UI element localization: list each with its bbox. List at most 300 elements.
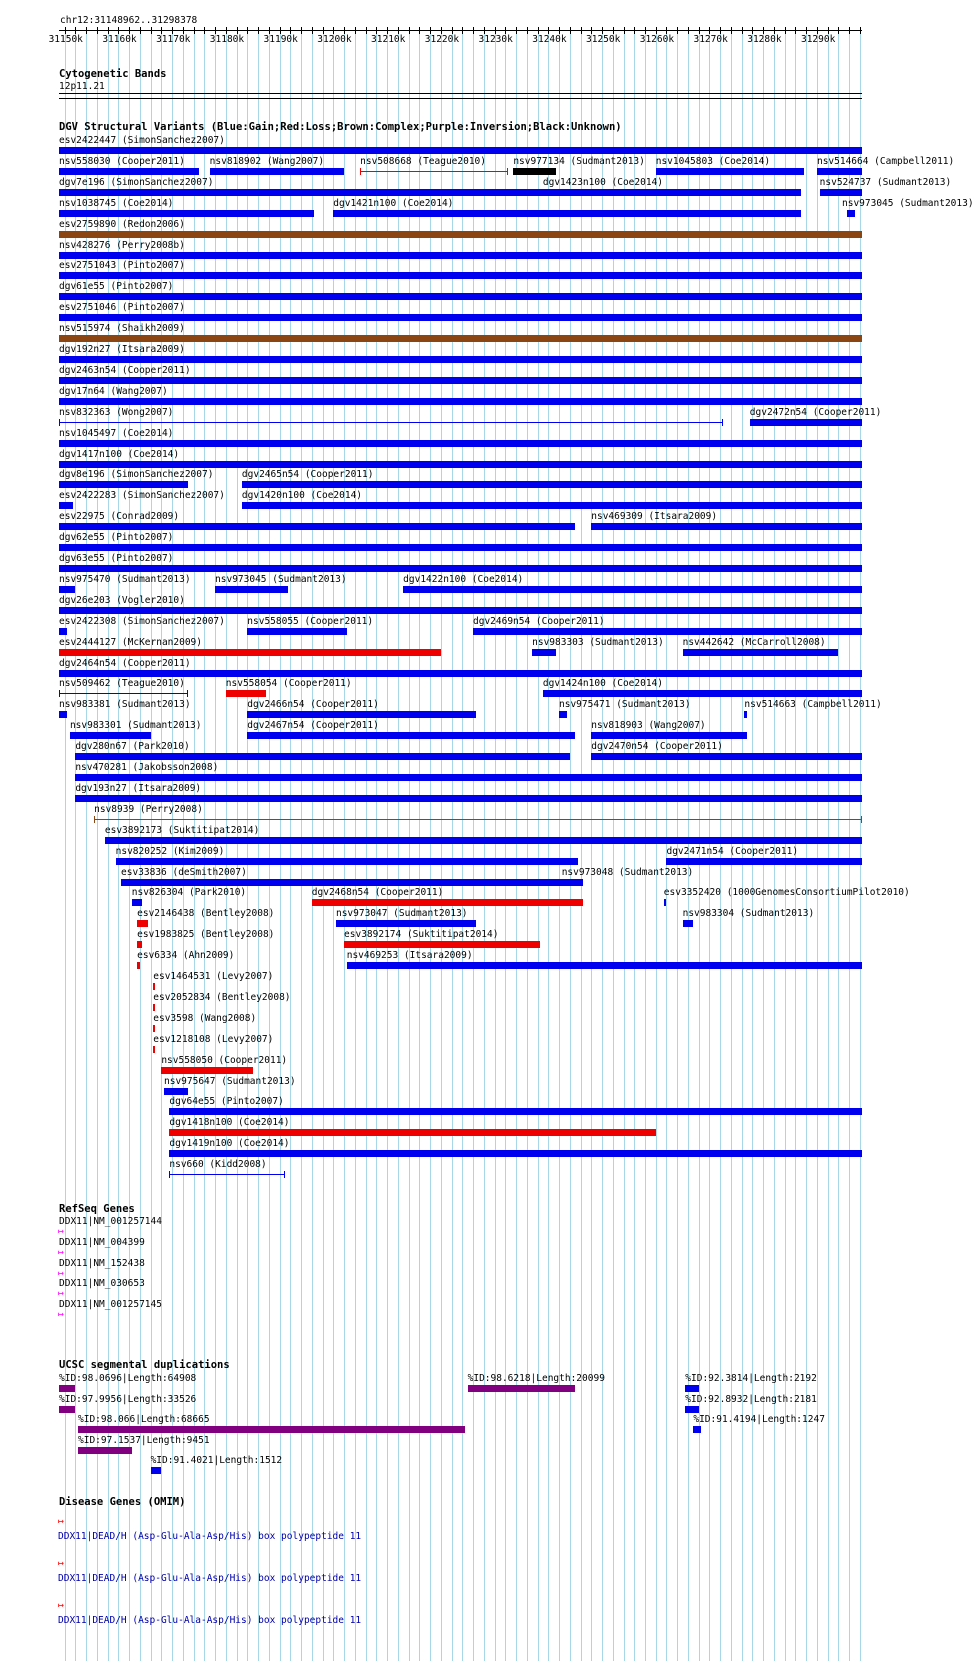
dgv-feature[interactable] <box>59 398 862 405</box>
ruler-minor-tick <box>495 27 496 34</box>
ruler-tick-label: 31260k <box>639 34 675 45</box>
dgv-feature-label[interactable]: dgv1421n100 (Coe2014) <box>333 197 454 209</box>
ruler-minor-tick <box>720 27 721 34</box>
dgv-feature-label[interactable]: dgv2472n54 (Cooper2011) <box>749 406 882 418</box>
ruler-tick-label: 31150k <box>48 34 83 45</box>
ruler-minor-tick <box>376 27 377 34</box>
dgv-feature[interactable] <box>59 628 67 635</box>
dgv-feature[interactable] <box>59 481 188 488</box>
ruler-minor-tick <box>849 27 850 34</box>
dgv-feature-label[interactable]: nsv469253 (Itsara2009) <box>346 950 473 962</box>
ruler-minor-tick <box>237 27 238 34</box>
dgv-feature[interactable] <box>105 837 862 844</box>
dgv-feature-label[interactable]: nsv470281 (Jakobsson2008) <box>75 762 219 773</box>
gene-strand-arrow-icon[interactable]: ↦ <box>58 1267 65 1279</box>
cyto-band-bar-outline <box>59 98 862 99</box>
segdup-feature-label[interactable]: %ID:92.3814|Length:2192 <box>685 1373 817 1384</box>
dgv-feature[interactable] <box>75 795 862 802</box>
refseq-gene-label[interactable]: DDX11|NM_001257144 <box>59 1216 162 1227</box>
dgv-feature-label[interactable]: nsv1045497 (Coe2014) <box>59 427 174 439</box>
dgv-feature-label[interactable]: nsv558030 (Cooper2011) <box>59 155 185 167</box>
dgv-feature[interactable] <box>242 481 862 488</box>
ruler-minor-tick <box>312 27 313 34</box>
dgv-feature[interactable] <box>591 753 862 760</box>
ruler-minor-tick <box>570 27 571 34</box>
ruler-minor-tick <box>581 27 582 34</box>
dgv-feature-label[interactable]: dgv61e55 (Pinto2007) <box>59 281 174 293</box>
ruler-minor-tick <box>441 27 442 34</box>
cyto-band-label: 12p11.21 <box>59 81 105 92</box>
segdup-feature-label[interactable]: %ID:91.4021|Length:1512 <box>150 1455 283 1466</box>
dgv-feature[interactable] <box>169 1108 862 1115</box>
refseq-gene-label[interactable]: DDX11|NM_004399 <box>59 1236 145 1248</box>
dgv-feature-label[interactable]: esv3892174 (Suktitipat2014) <box>344 929 499 941</box>
ruler-minor-tick <box>731 27 732 34</box>
ruler-minor-tick <box>258 27 259 34</box>
dgv-feature[interactable] <box>59 377 862 384</box>
refseq-gene-label[interactable]: DDX11|NM_030653 <box>59 1278 145 1290</box>
dgv-feature-label[interactable]: dgv62e55 (Pinto2007) <box>59 532 174 544</box>
dgv-feature[interactable] <box>59 231 862 238</box>
ruler-minor-tick <box>752 27 753 34</box>
dgv-feature-label[interactable]: dgv1420n100 (Coe2014) <box>241 490 363 502</box>
ruler-minor-tick <box>409 27 410 34</box>
dgv-feature[interactable] <box>59 168 199 175</box>
ruler-minor-tick <box>473 27 474 34</box>
dgv-feature[interactable] <box>161 1067 252 1074</box>
ruler-minor-tick <box>97 27 98 34</box>
dgv-feature[interactable] <box>169 1150 862 1157</box>
dgv-feature[interactable] <box>543 189 801 196</box>
omim-strand-arrow-icon[interactable]: ↦ <box>58 1516 65 1527</box>
dgv-feature-label[interactable]: dgv64e55 (Pinto2007) <box>169 1096 284 1108</box>
dgv-feature[interactable] <box>75 753 569 760</box>
dgv-feature[interactable] <box>532 649 556 656</box>
gene-strand-arrow-icon[interactable]: ↦ <box>58 1226 65 1237</box>
dgv-feature-label[interactable]: dgv1422n100 (Coe2014) <box>403 573 524 585</box>
ruler-minor-tick <box>108 27 109 34</box>
dgv-feature-label[interactable]: nsv975647 (Sudmant2013) <box>164 1075 296 1087</box>
segdup-feature-label[interactable]: %ID:97.9956|Length:33526 <box>59 1393 197 1405</box>
dgv-feature[interactable] <box>656 168 804 175</box>
dgv-feature[interactable] <box>513 168 556 175</box>
dgv-feature-label[interactable]: nsv442642 (McCarroll2008) <box>682 636 826 648</box>
dgv-feature-label[interactable]: esv3892173 (Suktitipat2014) <box>104 824 260 836</box>
ruler-tick-label: 31230k <box>478 34 513 45</box>
dgv-feature-label[interactable]: dgv26e203 (Vogler2010) <box>59 594 185 606</box>
dgv-feature[interactable] <box>59 693 188 694</box>
dgv-feature-label[interactable]: nsv983304 (Sudmant2013) <box>682 908 815 920</box>
ruler-minor-tick <box>613 27 614 34</box>
ruler-minor-tick <box>161 27 162 34</box>
ruler-minor-tick <box>118 27 119 34</box>
segdup-feature[interactable] <box>468 1385 575 1392</box>
dgv-feature-label[interactable]: dgv2467n54 (Cooper2011) <box>247 720 379 732</box>
ruler-minor-tick <box>462 27 463 34</box>
dgv-feature-label[interactable]: esv3352420 (1000GenomesConsortiumPilot2010) <box>663 887 910 899</box>
ruler-minor-tick <box>140 27 141 34</box>
ruler-minor-tick <box>419 27 420 34</box>
dgv-feature[interactable] <box>59 711 67 718</box>
ruler-tick-label: 31240k <box>532 34 567 45</box>
feature-end-tick <box>59 690 60 697</box>
dgv-feature-label[interactable]: nsv832363 (Wong2007) <box>59 406 174 418</box>
dgv-feature[interactable] <box>59 272 862 279</box>
dgv-feature-label[interactable]: nsv818902 (Wang2007) <box>209 155 325 167</box>
segdup-feature[interactable] <box>693 1426 701 1433</box>
ruler-minor-tick <box>387 27 388 34</box>
ruler-minor-tick <box>624 27 625 34</box>
dgv-feature[interactable] <box>59 147 862 154</box>
segdup-feature[interactable] <box>59 1406 75 1413</box>
dgv-feature[interactable] <box>153 1046 155 1053</box>
ruler-minor-tick <box>247 27 248 34</box>
omim-track-title: Disease Genes (OMIM) <box>59 1496 186 1508</box>
ruler-minor-tick <box>634 27 635 34</box>
dgv-feature-label[interactable]: nsv973047 (Sudmant2013) <box>335 908 468 920</box>
ruler-tick-label: 31290k <box>800 34 836 45</box>
segdup-track-title: UCSC segmental duplications <box>59 1359 230 1371</box>
gene-strand-arrow-icon[interactable]: ↦ <box>58 1288 65 1300</box>
cyto-band-bar <box>59 93 862 94</box>
dgv-feature-label[interactable]: dgv280n67 (Park2010) <box>75 741 190 753</box>
ruler-tick-label: 31220k <box>424 34 460 45</box>
feature-end-tick <box>169 1171 170 1178</box>
dgv-feature[interactable] <box>132 899 143 906</box>
ruler-minor-tick <box>86 27 87 34</box>
segdup-feature-label[interactable]: %ID:91.4194|Length:1247 <box>693 1414 825 1425</box>
dgv-feature[interactable] <box>847 210 855 217</box>
dgv-feature[interactable] <box>683 649 839 656</box>
dgv-feature[interactable] <box>59 670 862 677</box>
ruler-minor-tick <box>591 27 592 34</box>
dgv-feature-label[interactable]: dgv2466n54 (Cooper2011) <box>247 699 379 711</box>
dgv-feature-label[interactable]: nsv524737 (Sudmant2013) <box>819 176 952 188</box>
ruler-minor-tick <box>709 27 710 34</box>
ruler-tick-label: 31210k <box>371 34 406 45</box>
dgv-feature[interactable] <box>137 920 148 927</box>
cyto-track-title: Cytogenetic Bands <box>59 68 167 80</box>
dgv-feature-label[interactable]: nsv973045 (Sudmant2013) <box>842 197 974 209</box>
dgv-feature-label[interactable]: esv1218108 (Levy2007) <box>153 1033 274 1045</box>
dgv-feature[interactable] <box>75 774 862 781</box>
ruler-minor-tick <box>204 27 205 34</box>
ruler-minor-tick <box>795 27 796 34</box>
ruler-minor-tick <box>860 27 861 34</box>
dgv-feature[interactable] <box>347 962 862 969</box>
dgv-feature-label[interactable]: dgv17n64 (Wang2007) <box>59 385 168 397</box>
ruler-minor-tick <box>323 27 324 34</box>
refseq-gene-label[interactable]: DDX11|NM_152438 <box>59 1257 145 1269</box>
ruler-minor-tick <box>366 27 367 34</box>
feature-end-tick <box>187 690 188 697</box>
dgv-feature-label[interactable]: dgv63e55 (Pinto2007) <box>59 553 174 564</box>
ruler-minor-tick <box>516 27 517 34</box>
dgv-feature-label[interactable]: esv6334 (Ahn2009) <box>137 950 235 962</box>
ruler-minor-tick <box>838 27 839 34</box>
dgv-feature-label[interactable]: nsv983301 (Sudmant2013) <box>69 720 202 732</box>
dgv-feature-label[interactable]: nsv428276 (Perry2008b) <box>59 239 185 251</box>
dgv-feature[interactable] <box>473 628 862 635</box>
dgv-feature[interactable] <box>591 523 862 530</box>
feature-end-tick <box>507 168 508 175</box>
dgv-feature[interactable] <box>169 1129 655 1136</box>
dgv-feature-label[interactable]: esv2444127 (McKernan2009) <box>59 636 202 648</box>
omim-gene-label[interactable]: DDX11|DEAD/H (Asp-Glu-Ala-Asp/His) box polypeptide 11 <box>58 1531 362 1542</box>
dgv-feature[interactable] <box>750 419 862 426</box>
dgv-feature-label[interactable]: dgv2464n54 (Cooper2011) <box>59 657 191 669</box>
dgv-feature[interactable] <box>94 819 862 820</box>
dgv-feature[interactable] <box>137 941 142 948</box>
ruler-minor-tick <box>806 27 807 34</box>
ruler-minor-tick <box>538 27 539 34</box>
dgv-feature-label[interactable]: esv1464531 (Levy2007) <box>153 971 274 982</box>
dgv-feature[interactable] <box>226 690 266 697</box>
ruler-tick-label: 31190k <box>263 34 298 45</box>
dgv-feature-label[interactable]: nsv973045 (Sudmant2013) <box>215 573 347 585</box>
dgv-feature[interactable] <box>116 858 578 865</box>
segdup-feature[interactable] <box>78 1426 465 1433</box>
ruler-minor-tick <box>183 27 184 34</box>
ruler-minor-tick <box>430 27 431 34</box>
dgv-feature-label[interactable]: esv2422308 (SimonSanchez2007) <box>59 615 225 627</box>
dgv-feature[interactable] <box>403 586 862 593</box>
segdup-feature-label[interactable]: %ID:98.0696|Length:64908 <box>59 1373 197 1384</box>
dgv-feature[interactable] <box>153 1025 155 1032</box>
dgv-feature[interactable] <box>59 544 862 551</box>
refseq-track-title: RefSeq Genes <box>59 1203 135 1215</box>
dgv-feature[interactable] <box>664 899 667 906</box>
ruler-minor-tick <box>527 27 528 34</box>
dgv-feature[interactable] <box>70 732 151 739</box>
dgv-feature[interactable] <box>59 314 862 321</box>
dgv-feature[interactable] <box>137 962 140 969</box>
ruler-minor-tick <box>75 27 76 34</box>
dgv-feature[interactable] <box>164 1088 188 1095</box>
dgv-feature[interactable] <box>59 210 314 217</box>
ruler-minor-tick <box>785 27 786 34</box>
dgv-feature-label[interactable]: dgv1424n100 (Coe2014) <box>542 678 663 690</box>
dgv-feature-label[interactable]: dgv1419n100 (Coe2014) <box>169 1138 290 1150</box>
dgv-feature-label[interactable]: esv2751046 (Pinto2007) <box>59 302 185 314</box>
segdup-feature[interactable] <box>685 1406 698 1413</box>
dgv-feature-label[interactable]: dgv2468n54 (Cooper2011) <box>311 887 444 899</box>
dgv-feature-label[interactable]: nsv558055 (Cooper2011) <box>247 615 374 627</box>
ruler-tick-label: 31180k <box>209 34 245 45</box>
dgv-feature[interactable] <box>683 920 694 927</box>
dgv-feature[interactable] <box>744 711 747 718</box>
dgv-feature[interactable] <box>59 586 75 593</box>
dgv-feature-label[interactable]: dgv2469n54 (Cooper2011) <box>473 615 605 627</box>
dgv-feature[interactable] <box>153 983 155 990</box>
dgv-feature-label[interactable]: nsv515974 (Shaikh2009) <box>59 323 185 335</box>
ruler-minor-tick <box>763 27 764 34</box>
dgv-feature[interactable] <box>242 502 862 509</box>
dgv-feature[interactable] <box>153 1004 155 1011</box>
dgv-feature[interactable] <box>59 293 862 300</box>
dgv-feature-label[interactable]: nsv514663 (Campbell2011) <box>744 699 882 711</box>
ruler-minor-tick <box>699 27 700 34</box>
ruler-minor-tick <box>828 27 829 34</box>
region-label: chr12:31148962..31298378 <box>60 15 198 26</box>
ruler-minor-tick <box>194 27 195 34</box>
dgv-feature[interactable] <box>59 523 575 530</box>
dgv-feature[interactable] <box>312 899 583 906</box>
dgv-feature-label[interactable]: esv22975 (Conrad2009) <box>59 511 180 523</box>
dgv-feature[interactable] <box>210 168 344 175</box>
dgv-feature-label[interactable]: nsv508668 (Teague2010) <box>360 155 486 167</box>
dgv-feature[interactable] <box>59 356 862 363</box>
dgv-track-title: DGV Structural Variants (Blue:Gain;Red:Loss;Brown:Complex;Purple:Inversion;Black:Unknown) <box>59 121 622 133</box>
ruler-minor-tick <box>226 27 227 34</box>
dgv-feature-label[interactable]: nsv660 (Kidd2008) <box>169 1159 267 1171</box>
segdup-feature-label[interactable]: %ID:98.6218|Length:20099 <box>467 1373 605 1384</box>
ruler-minor-tick <box>280 27 281 34</box>
dgv-feature-label[interactable]: nsv826304 (Park2010) <box>131 887 247 899</box>
dgv-feature-label[interactable]: nsv514664 (Campbell2011) <box>816 155 955 167</box>
refseq-gene-label[interactable]: DDX11|NM_001257145 <box>59 1299 162 1311</box>
ruler-minor-tick <box>290 27 291 34</box>
omim-gene-label[interactable]: DDX11|DEAD/H (Asp-Glu-Ala-Asp/His) box polypeptide 11 <box>58 1573 362 1584</box>
dgv-feature[interactable] <box>333 210 801 217</box>
dgv-feature[interactable] <box>121 879 562 886</box>
dgv-feature-label[interactable]: nsv1045803 (Coe2014) <box>655 155 771 167</box>
segdup-feature-label[interactable]: %ID:97.1537|Length:9451 <box>78 1434 210 1446</box>
dgv-feature-label[interactable]: dgv2471n54 (Cooper2011) <box>666 845 799 857</box>
dgv-feature[interactable] <box>543 690 862 697</box>
dgv-feature[interactable] <box>59 565 862 572</box>
dgv-feature[interactable] <box>59 502 73 509</box>
ruler-minor-tick <box>215 27 216 34</box>
dgv-feature-label[interactable]: nsv977134 (Sudmant2013) <box>513 155 645 167</box>
ruler-tick-label: 31280k <box>747 34 782 45</box>
dgv-feature-label[interactable]: esv3598 (Wang2008) <box>153 1012 257 1024</box>
segdup-feature[interactable] <box>685 1385 698 1392</box>
ruler-minor-tick <box>645 27 646 34</box>
ruler-minor-tick <box>65 27 66 34</box>
dgv-feature-label[interactable]: esv1983825 (Bentley2008) <box>137 929 275 941</box>
segdup-feature[interactable] <box>59 1385 75 1392</box>
feature-end-tick <box>94 816 95 823</box>
dgv-feature[interactable] <box>247 732 575 739</box>
ruler-minor-tick <box>505 27 506 34</box>
dgv-feature[interactable] <box>247 628 346 635</box>
gene-strand-arrow-icon[interactable]: ↦ <box>58 1246 65 1258</box>
dgv-feature[interactable] <box>59 252 862 259</box>
ruler-minor-tick <box>344 27 345 34</box>
segdup-feature[interactable] <box>78 1447 132 1454</box>
dgv-feature-label[interactable]: dgv2463n54 (Cooper2011) <box>59 364 191 376</box>
dgv-feature-label[interactable]: esv2751043 (Pinto2007) <box>59 260 185 272</box>
dgv-feature-label[interactable]: esv2052834 (Bentley2008) <box>153 991 291 1003</box>
ruler-tick-label: 31170k <box>156 34 191 45</box>
feature-end-tick <box>59 419 60 426</box>
dgv-feature-label[interactable]: nsv820252 (Kim2009) <box>115 845 225 857</box>
ruler-minor-tick <box>355 27 356 34</box>
dgv-feature[interactable] <box>820 189 862 196</box>
dgv-feature-label[interactable]: dgv1418n100 (Coe2014) <box>169 1117 290 1129</box>
dgv-feature[interactable] <box>59 335 862 342</box>
dgv-feature[interactable] <box>247 711 475 718</box>
dgv-feature[interactable] <box>336 920 476 927</box>
dgv-feature-label[interactable]: nsv469309 (Itsara2009) <box>591 511 718 523</box>
dgv-feature[interactable] <box>215 586 288 593</box>
segdup-feature[interactable] <box>151 1467 162 1474</box>
ruler-minor-tick <box>677 27 678 34</box>
segdup-feature-label[interactable]: %ID:98.066|Length:68665 <box>78 1414 210 1425</box>
dgv-feature-label[interactable]: esv2422283 (SimonSanchez2007) <box>59 490 225 502</box>
ruler-minor-tick <box>656 27 657 34</box>
dgv-feature-label[interactable]: nsv975470 (Sudmant2013) <box>59 573 191 585</box>
dgv-feature-label[interactable]: dgv192n27 (Itsara2009) <box>59 344 185 355</box>
dgv-feature[interactable] <box>591 732 747 739</box>
ruler-tick-label: 31160k <box>102 34 137 45</box>
dgv-feature-label[interactable]: esv33836 (deSmith2007) <box>121 866 247 878</box>
feature-end-tick <box>360 168 361 175</box>
ruler-minor-tick <box>398 27 399 34</box>
dgv-feature-label[interactable]: nsv1038745 (Coe2014) <box>59 197 174 209</box>
dgv-feature-label[interactable]: dgv2465n54 (Cooper2011) <box>241 469 374 481</box>
omim-gene-label[interactable]: DDX11|DEAD/H (Asp-Glu-Ala-Asp/His) box polypeptide 11 <box>58 1615 362 1626</box>
ruler-minor-tick <box>742 27 743 34</box>
dgv-feature-label[interactable]: nsv818903 (Wang2007) <box>591 720 706 732</box>
dgv-feature-label[interactable]: dgv193n27 (Itsara2009) <box>75 782 202 794</box>
dgv-feature-label[interactable]: nsv973048 (Sudmant2013) <box>561 866 694 878</box>
ruler-minor-tick <box>688 27 689 34</box>
ruler-minor-tick <box>452 27 453 34</box>
dgv-feature[interactable] <box>59 440 862 447</box>
dgv-feature[interactable] <box>344 941 540 948</box>
dgv-feature-label[interactable]: dgv7e196 (SimonSanchez2007) <box>59 176 214 188</box>
feature-end-tick <box>722 419 723 426</box>
gene-strand-arrow-icon[interactable]: ↦ <box>58 1309 65 1321</box>
omim-strand-arrow-icon[interactable]: ↦ <box>58 1600 65 1611</box>
dgv-feature-label[interactable]: nsv558050 (Cooper2011) <box>161 1054 288 1066</box>
dgv-feature-label[interactable]: nsv983381 (Sudmant2013) <box>59 699 191 711</box>
dgv-feature[interactable] <box>817 168 862 175</box>
dgv-feature-label[interactable]: dgv1417n100 (Coe2014) <box>59 448 180 460</box>
dgv-feature-label[interactable]: dgv2470n54 (Cooper2011) <box>591 741 723 753</box>
ruler-tick-label: 31250k <box>586 34 621 45</box>
dgv-feature[interactable] <box>59 649 441 656</box>
ruler-minor-tick <box>129 27 130 34</box>
dgv-feature-label[interactable]: esv2422447 (SimonSanchez2007) <box>59 135 225 146</box>
segdup-feature-label[interactable]: %ID:92.8932|Length:2181 <box>685 1393 817 1405</box>
omim-strand-arrow-icon[interactable]: ↦ <box>58 1558 65 1569</box>
dgv-feature-label[interactable]: nsv983303 (Sudmant2013) <box>532 636 664 648</box>
dgv-feature[interactable] <box>59 461 862 468</box>
dgv-feature[interactable] <box>59 422 723 423</box>
dgv-feature-label[interactable]: dgv8e196 (SimonSanchez2007) <box>59 469 214 481</box>
feature-end-tick <box>861 816 862 823</box>
dgv-feature[interactable] <box>666 858 862 865</box>
dgv-feature[interactable] <box>59 607 862 614</box>
dgv-feature-label[interactable]: nsv8939 (Perry2008) <box>94 803 203 815</box>
dgv-feature[interactable] <box>169 1174 285 1175</box>
dgv-feature-label[interactable]: nsv509462 (Teague2010) <box>59 678 185 690</box>
dgv-feature[interactable] <box>360 171 508 172</box>
dgv-feature-label[interactable]: nsv975471 (Sudmant2013) <box>559 699 691 711</box>
dgv-feature-label[interactable]: esv2146438 (Bentley2008) <box>137 908 275 920</box>
dgv-feature-label[interactable]: dgv1423n100 (Coe2014) <box>542 176 663 188</box>
dgv-feature-label[interactable]: esv2759890 (Redon2006) <box>59 218 185 230</box>
ruler-minor-tick <box>817 27 818 34</box>
dgv-feature-label[interactable]: nsv558054 (Cooper2011) <box>225 678 352 690</box>
ruler-minor-tick <box>301 27 302 34</box>
dgv-feature[interactable] <box>559 711 567 718</box>
dgv-feature[interactable] <box>562 879 583 886</box>
ruler-minor-tick <box>548 27 549 34</box>
